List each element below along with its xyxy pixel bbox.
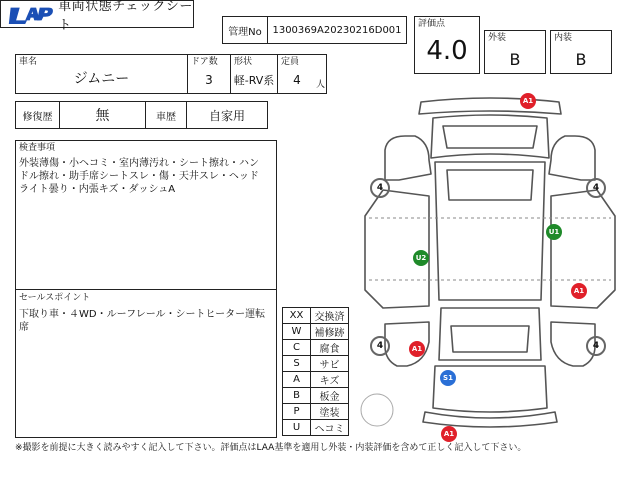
tire-front-left: 4: [370, 178, 390, 198]
capacity-label: 定員: [281, 57, 300, 67]
damage-mark-rear-bumper: A1: [441, 426, 457, 442]
damage-mark-front: A1: [520, 93, 536, 109]
damage-mark-left-rear: A1: [409, 341, 425, 357]
sunroof: [447, 170, 533, 200]
hood: [431, 115, 549, 158]
vehicle-name: ジムニー: [73, 71, 130, 87]
tire-front-right: 4: [586, 178, 606, 198]
legend-meaning: ヘコミ: [311, 420, 349, 436]
spare-tire-outline: [361, 394, 393, 426]
usage-category-value: 自家用: [186, 101, 268, 129]
car-diagram: [355, 90, 625, 440]
legend-meaning: 腐食: [311, 340, 349, 356]
legend-code: P: [283, 404, 311, 420]
legend-row: [283, 404, 349, 420]
legend-code: B: [283, 388, 311, 404]
legend-row: [283, 356, 349, 372]
legend-meaning: 板金: [311, 388, 349, 404]
inspection-label: 検査事項: [19, 143, 56, 153]
rating-value: 4.0: [426, 36, 468, 66]
exterior-box: [484, 30, 546, 74]
sales-point-text: 下取り車・４WD・ルーフレール・シートヒーター運転席: [19, 309, 266, 333]
inspection-text: 外装薄傷・小ヘコミ・室内薄汚れ・シート擦れ・ハンドル擦れ・助手席シートスレ・傷・天井スレ・ヘッドライト曇り・内張キズ・ダッシュA: [19, 158, 259, 195]
capacity-box: [277, 54, 327, 94]
vehicle-name-box: [15, 54, 188, 94]
rear-bumper: [423, 412, 557, 427]
management-no-value: 1300369A20230216D001: [267, 16, 407, 44]
damage-mark-left-side: U2: [413, 250, 429, 266]
legend-code: XX: [283, 308, 311, 324]
doors-value: 3: [205, 73, 213, 87]
legend-row: [283, 372, 349, 388]
doors-box: [187, 54, 231, 94]
repair-history-value: 無: [59, 101, 146, 129]
management-no-label: 管理No: [222, 16, 268, 44]
legend-meaning: キズ: [311, 372, 349, 388]
windshield: [443, 126, 537, 148]
legend-code: A: [283, 372, 311, 388]
legend-code: U: [283, 420, 311, 436]
rating-box: [414, 16, 480, 74]
legend-row: [283, 340, 349, 356]
interior-box: [550, 30, 612, 74]
inspection-box: [15, 140, 277, 290]
shape-box: [230, 54, 278, 94]
legend-code: W: [283, 324, 311, 340]
vehicle-name-label: 車名: [19, 57, 38, 67]
legend-meaning: 交換済: [311, 308, 349, 324]
left-front-fender: [385, 136, 431, 180]
legend-row: [283, 420, 349, 436]
laa-logo-icon: [7, 3, 54, 25]
interior-grade: B: [575, 49, 587, 69]
capacity-value: 4: [293, 73, 301, 87]
roof: [435, 162, 545, 300]
sales-point-label: セールスポイント: [19, 293, 91, 303]
legend-code: S: [283, 356, 311, 372]
legend-row: [283, 324, 349, 340]
sales-point-box: [15, 289, 277, 438]
usage-category-label: 車歴: [145, 101, 187, 129]
shape-value: 軽-RV系: [233, 74, 275, 87]
front-bumper: [419, 98, 561, 114]
damage-mark-right-side: U1: [546, 224, 562, 240]
shape-label: 形状: [234, 57, 253, 67]
interior-label: 内装: [554, 33, 573, 43]
legend-code: C: [283, 340, 311, 356]
left-side-body: [365, 190, 429, 308]
right-front-fender: [549, 136, 595, 180]
legend-row: [283, 308, 349, 324]
capacity-unit: 人: [316, 80, 326, 90]
damage-mark-rear-panel: S1: [440, 370, 456, 386]
header-title-box: [0, 0, 194, 33]
damage-legend-table: [282, 307, 349, 436]
footer-note: ※撮影を前提に大きく読みやすく記入して下さい。評価点はLAA基準を適用し外装・内装評価を含めて正しく記入して下さい。: [15, 443, 527, 453]
legend-meaning: 塗装: [311, 404, 349, 420]
repair-history-label: 修復歴: [15, 101, 60, 129]
exterior-grade: B: [509, 49, 521, 69]
damage-mark-right-rear: A1: [571, 283, 587, 299]
tire-rear-right: 4: [586, 336, 606, 356]
exterior-label: 外装: [488, 33, 507, 43]
sheet-title: 車両状態チェックシート: [58, 0, 193, 33]
rear-window: [451, 326, 529, 352]
tire-rear-left: 4: [370, 336, 390, 356]
legend-meaning: 補修跡: [311, 324, 349, 340]
rating-label: 評価点: [418, 19, 446, 29]
legend-meaning: サビ: [311, 356, 349, 372]
doors-label: ドア数: [191, 57, 218, 67]
legend-row: [283, 388, 349, 404]
